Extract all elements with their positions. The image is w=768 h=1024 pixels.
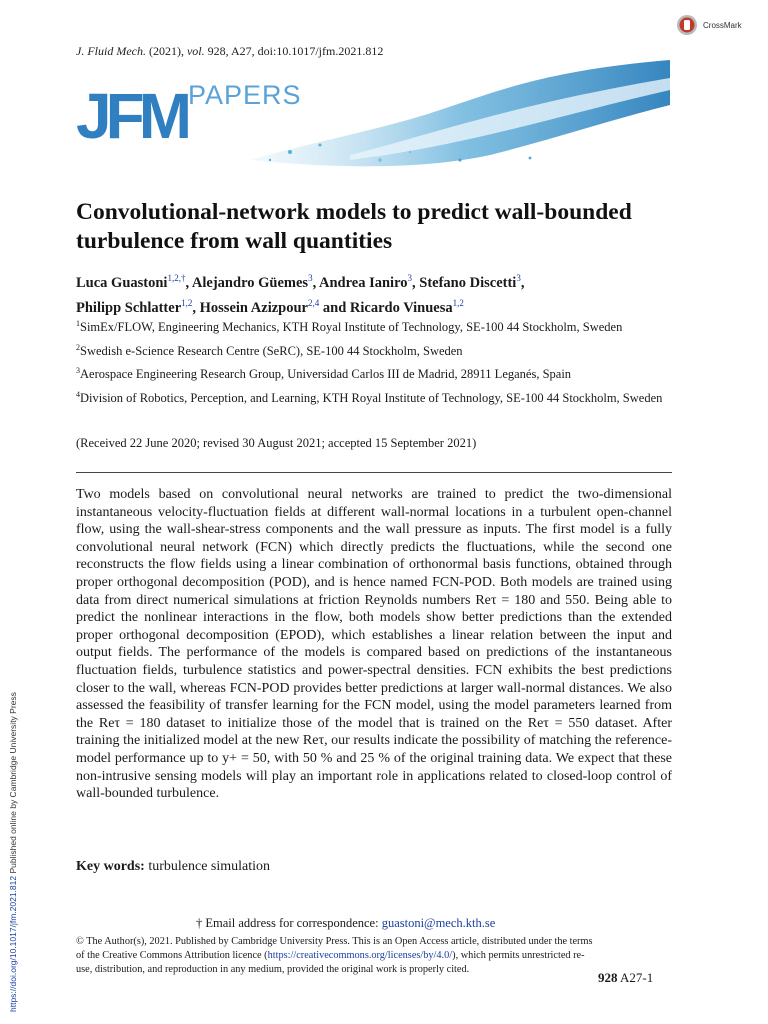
affiliation-text: Division of Robotics, Perception, and Learning, KTH Royal Institute of Technology, SE-100 44 Stockholm, Sweden bbox=[80, 391, 663, 406]
journal-citation bbox=[76, 44, 383, 59]
author-name: Andrea Ianiro bbox=[319, 274, 408, 291]
keywords bbox=[76, 859, 270, 875]
journal-vol-label: vol. bbox=[186, 44, 205, 58]
jfm-papers-logo bbox=[76, 76, 302, 152]
author-affil-marker[interactable]: 3 bbox=[308, 273, 313, 283]
water-splash-image bbox=[230, 60, 670, 170]
keywords-label: Key words: bbox=[76, 859, 145, 874]
affiliation-text: Swedish e-Science Research Centre (SeRC), SE-100 44 Stockholm, Sweden bbox=[80, 343, 463, 358]
paper-title: Convolutional-network models to predict wall-bounded turbulence from wall quantities bbox=[76, 199, 632, 254]
logo-letters: JFM bbox=[76, 80, 186, 152]
sidebar-text: Published online by Cambridge University Press bbox=[8, 692, 18, 876]
crossmark-label: CrossMark bbox=[703, 20, 742, 30]
author-affil-marker[interactable]: 3 bbox=[516, 273, 521, 283]
affiliation-item bbox=[76, 316, 676, 336]
publication-sidebar bbox=[8, 692, 18, 1012]
journal-rest: 928, A27, doi:10.1017/jfm.2021.812 bbox=[204, 44, 384, 58]
abstract-text: Two models based on convolutional neural networks are trained to predict the two-dimensional instantaneous velocity-fluctuation fields at different wall-normal locations in a turbulent open-channel flow, using the wall-shear-stress components and the wall pressure as inputs. The first model is a fully convolutional neural network (FCN) which directly predicts the fluctuations, while the second one reconstructs the flow fields using a linear combination of orthonormal basis functions, obtained through proper orthogonal decomposition (POD), and is hence named FCN-POD. Both models are trained using data from direct numerical simulations at friction Reynolds numbers Reτ = 180 and 550. Being able to predict the nonlinear interactions in the flow, both models show better predictions than the extended proper orthogonal decomposition (EPOD), which establishes a linear relation between the input and output fields. The performance of the models is compared based on predictions of the instantaneous fluctuation fields, turbulence statistics and power-spectral densities. FCN exhibits the best predictions closer to the wall, whereas FCN-POD provides better predictions at larger wall-normal distances. We also assessed the feasibility of transfer learning for the FCN model, using the model parameters learned from the Reτ = 180 dataset to initialize those of the model that is trained on the Reτ = 550 dataset. After training the initialized model at the new Reτ, our results indicate the possibility of matching the reference-model performance up to y+ = 50, with 50 % and 25 % of the original training data. We expect that these non-intrusive sensing models will play an important role in applications related to closed-loop control of wall-bounded turbulence. bbox=[76, 487, 672, 802]
author-affil-marker[interactable]: 2,4 bbox=[308, 297, 320, 308]
crossmark-icon bbox=[676, 14, 698, 36]
author-list: Luca Guastoni$^{1,2,\dagger}$, Alejandro Güemes$^3$, Andrea Ianiro$^3$, Stefano Discetti$^3$, Philipp Schlatter$^{1,2}$, Hossein Azizpour$^{2,4}$ and Ricardo Vinuesa$^{1,2}$ bbox=[76, 273, 525, 316]
divider bbox=[76, 472, 672, 473]
license-text-2: ), which permits unrestricted re-use, distribution, and reproduction in any medium, provided the original work is properly cited. bbox=[76, 950, 585, 976]
affiliation-text: SimEx/FLOW, Engineering Mechanics, KTH Royal Institute of Technology, SE-100 44 Stockholm, Sweden bbox=[80, 320, 623, 335]
correspondence-label: † Email address for correspondence: bbox=[196, 916, 382, 930]
keywords-value[interactable]: turbulence simulation bbox=[148, 859, 271, 874]
author-name: Philipp Schlatter bbox=[76, 299, 182, 316]
author-and: and bbox=[322, 299, 347, 316]
license-url-link[interactable]: https://creativecommons.org/licenses/by/4.0/ bbox=[267, 950, 453, 962]
affiliation-list bbox=[76, 316, 676, 411]
journal-name: J. Fluid Mech. bbox=[76, 44, 146, 58]
license-notice bbox=[76, 935, 596, 978]
received-dates: (Received 22 June 2020; revised 30 August 2021; accepted 15 September 2021) bbox=[76, 436, 477, 450]
page-article: A27-1 bbox=[620, 970, 654, 985]
affiliation-text: Aerospace Engineering Research Group, Universidad Carlos III de Madrid, 28911 Leganés, Spain bbox=[80, 367, 572, 382]
jfm-logo bbox=[76, 76, 302, 152]
affiliation-item bbox=[76, 340, 676, 360]
author-affil-marker[interactable]: 1,2,† bbox=[167, 273, 186, 283]
page-reference bbox=[598, 970, 653, 986]
sidebar-doi-link[interactable]: https://doi.org/10.1017/jfm.2021.812 bbox=[8, 875, 18, 1012]
license-text-1: © The Author(s), 2021. Published by Cambridge University Press. This is an Open Access article, distributed under the terms of the Creative Commons Attribution licence ( bbox=[76, 936, 593, 962]
logo-text: PAPERS bbox=[188, 80, 302, 110]
correspondence-footnote bbox=[196, 916, 495, 931]
journal-year: (2021), bbox=[148, 44, 187, 58]
author-name: Stefano Discetti bbox=[419, 274, 517, 291]
author-affil-marker[interactable]: 1,2 bbox=[181, 297, 193, 308]
author-name: Luca Guastoni bbox=[76, 274, 168, 291]
affiliation-item bbox=[76, 387, 676, 407]
page-volume: 928 bbox=[598, 970, 618, 985]
affiliation-item bbox=[76, 363, 676, 383]
author-affil-marker[interactable]: 1,2 bbox=[452, 297, 464, 308]
author-name: Hossein Azizpour bbox=[199, 299, 308, 316]
author-name: Alejandro Güemes bbox=[191, 274, 309, 291]
affiliation-number: 4 bbox=[76, 389, 80, 399]
crossmark-badge[interactable] bbox=[676, 12, 758, 38]
author-affil-marker[interactable]: 3 bbox=[407, 273, 413, 283]
affiliation-number: 3 bbox=[76, 366, 80, 376]
affiliation-number: 2 bbox=[76, 342, 80, 352]
affiliation-number: 1 bbox=[76, 319, 80, 328]
author-name: Ricardo Vinuesa bbox=[349, 299, 453, 316]
correspondence-email-link[interactable]: guastoni@mech.kth.se bbox=[381, 916, 496, 930]
